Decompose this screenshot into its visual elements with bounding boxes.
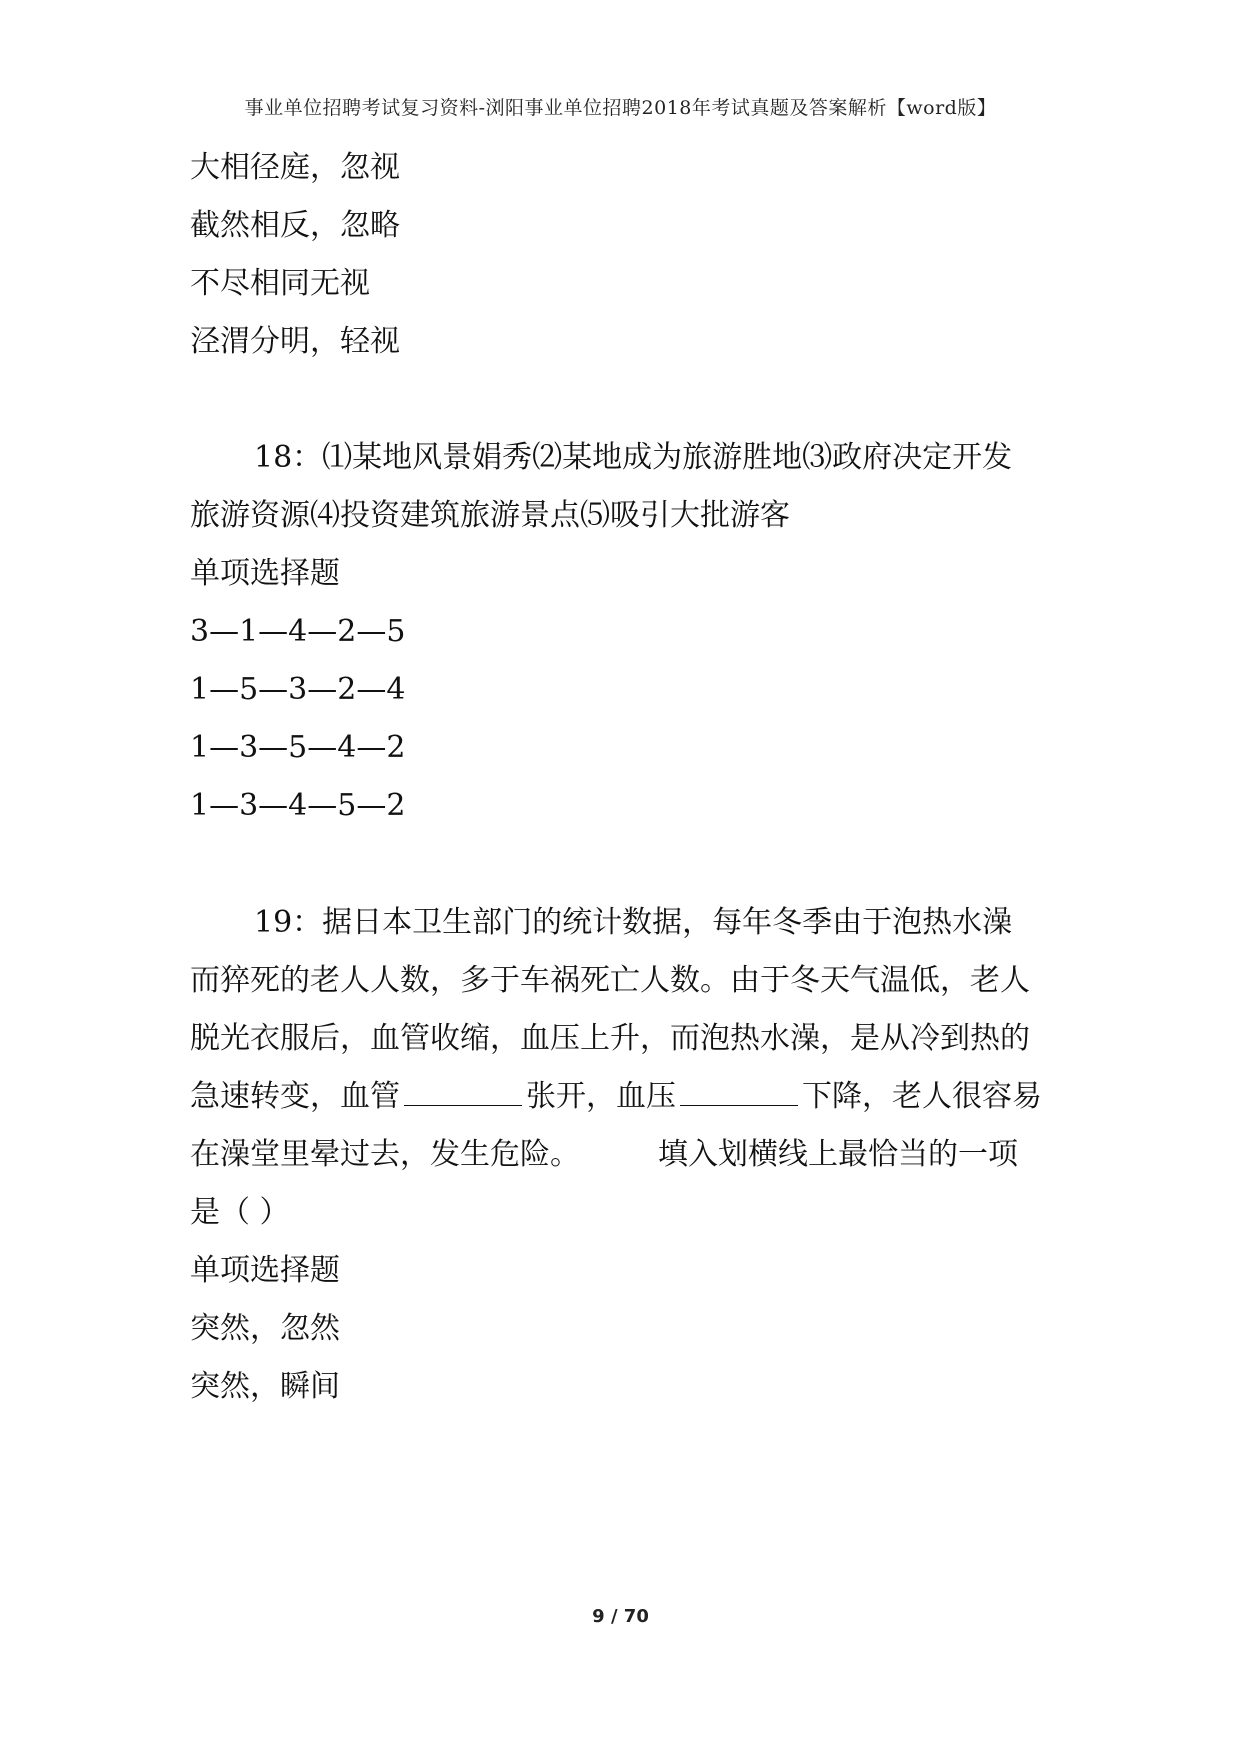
q19-stem-line-6: 是（ ） (190, 1195, 290, 1230)
q19-stem-line-5-part-a: 在澡堂里晕过去，发生危险。 (190, 1137, 580, 1172)
q19-stem-line-4 (190, 1077, 1042, 1117)
prev-option-a: 大相径庭，忽视 (190, 150, 400, 185)
q19-stem-line-2: 而猝死的老人人数，多于车祸死亡人数。由于冬天气温低，老人 (190, 963, 1030, 998)
q19-question-type: 单项选择题 (190, 1253, 340, 1288)
page-number: 9 / 70 (592, 1606, 649, 1627)
q19-stem-line-3: 脱光衣服后，血管收缩，血压上升，而泡热水澡，是从冷到热的 (190, 1021, 1030, 1056)
prev-option-c: 不尽相同无视 (190, 266, 370, 301)
q19-stem-line-5 (190, 1135, 1018, 1175)
q19-stem-line-4-part-a: 急速转变，血管 (190, 1079, 400, 1114)
q19-stem-line-4-part-c: 下降，老人很容易 (802, 1079, 1042, 1114)
q18-question-type: 单项选择题 (190, 556, 340, 591)
q18-option-a: 3—1—4—2—5 (190, 614, 406, 649)
q18-option-c: 1—3—5—4—2 (190, 730, 406, 765)
q18-stem-line-2: 旅游资源⑷投资建筑旅游景点⑸吸引大批游客 (190, 498, 790, 533)
q18-stem-line-1: 18：⑴某地风景娟秀⑵某地成为旅游胜地⑶政府决定开发 (254, 440, 1013, 475)
fill-blank-1 (404, 1077, 522, 1106)
q19-stem-line-5-part-b: 填入划横线上最恰当的一项 (658, 1137, 1018, 1172)
document-header: 事业单位招聘考试复习资料-浏阳事业单位招聘2018年考试真题及答案解析【word版】 (244, 97, 997, 119)
q19-stem-line-4-part-b: 张开，血压 (526, 1079, 676, 1114)
q19-option-b: 突然，瞬间 (190, 1369, 340, 1404)
q19-stem-line-1: 19：据日本卫生部门的统计数据，每年冬季由于泡热水澡 (254, 905, 1013, 940)
prev-option-b: 截然相反，忽略 (190, 208, 400, 243)
q19-option-a: 突然，忽然 (190, 1311, 340, 1346)
q18-option-b: 1—5—3—2—4 (190, 672, 406, 707)
q18-option-d: 1—3—4—5—2 (190, 788, 406, 823)
prev-option-d: 泾渭分明，轻视 (190, 324, 400, 359)
fill-blank-2 (680, 1077, 798, 1106)
